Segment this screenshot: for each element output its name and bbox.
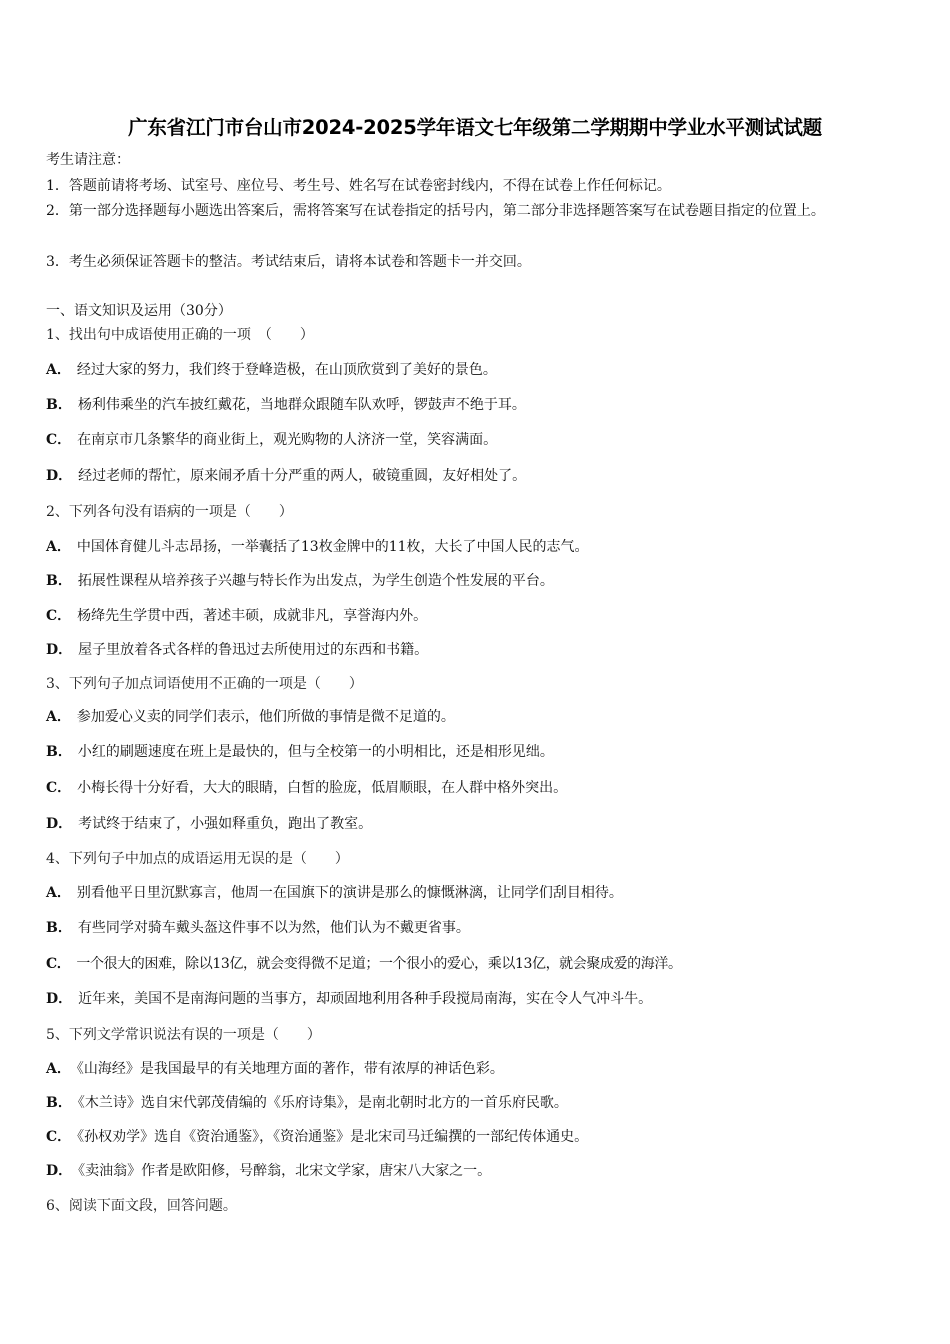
option-label: C．: [46, 956, 71, 972]
option-text: 一个很大的困难，除以13亿，就会变得微不足道；一个很小的爱心，乘以13亿，就会聚成爱的海洋。: [76, 956, 682, 972]
option-label: D．: [46, 816, 73, 832]
question-4-option-c[interactable]: [46, 954, 682, 974]
question-4-stem: 4、下列句子中加点的成语运用无误的是（ ）: [46, 851, 349, 867]
option-label: B．: [46, 573, 72, 589]
option-text: 屋子里放着各式各样的鲁迅过去所使用过的东西和书籍。: [78, 642, 429, 658]
option-label: C．: [46, 608, 72, 624]
option-text: 小红的刷题速度在班上是最快的，但与全校第一的小明相比，还是相形见绌。: [77, 744, 554, 760]
question-5-option-a[interactable]: [46, 1059, 504, 1079]
option-label: A．: [46, 709, 71, 725]
option-text: 《木兰诗》选自宋代郭茂倩编的《乐府诗集》，是南北朝时北方的一首乐府民歌。: [77, 1095, 568, 1111]
question-1-option-d[interactable]: [46, 466, 526, 486]
option-text: 有些同学对骑车戴头盔这件事不以为然，他们认为不戴更省事。: [77, 920, 470, 936]
option-label: A．: [46, 539, 71, 555]
question-1-option-b[interactable]: [46, 395, 526, 415]
question-3-stem: 3、下列句子加点词语使用不正确的一项是（ ）: [46, 676, 363, 692]
question-3-option-d[interactable]: [46, 814, 372, 834]
question-2-option-c[interactable]: [46, 606, 427, 626]
option-text: 《孙权劝学》选自《资治通鉴》，《资治通鉴》是北宋司马迁编撰的一部纪传体通史。: [77, 1129, 589, 1145]
notice-item-1: 1．答题前请将考场、试室号、座位号、考生号、姓名写在试卷密封线内，不得在试卷上作任何标记。: [46, 178, 671, 194]
option-label: D．: [46, 642, 73, 658]
option-text: 小梅长得十分好看，大大的眼睛，白皙的脸庞，低眉顺眼，在人群中格外突出。: [77, 780, 568, 796]
option-label: C．: [46, 432, 72, 448]
notice-item-2: 2．第一部分选择题每小题选出答案后，需将答案写在试卷指定的括号内，第二部分非选择题答案写在试卷题目指定的位置上。: [46, 203, 825, 219]
option-text: 《卖油翁》作者是欧阳修，号醉翁，北宋文学家，唐宋八大家之一。: [78, 1163, 492, 1179]
option-label: B．: [46, 397, 72, 413]
option-label: D．: [46, 1163, 73, 1179]
question-4-option-a[interactable]: [46, 883, 623, 903]
option-text: 近年来，美国不是南海问题的当事方，却顽固地利用各种手段搅局南海，实在令人气冲斗牛。: [78, 991, 653, 1007]
question-2-option-b[interactable]: [46, 571, 554, 591]
question-6-stem: 6、阅读下面文段，回答问题。: [46, 1198, 237, 1214]
option-text: 中国体育健儿斗志昂扬，一举囊括了13枚金牌中的11枚，大长了中国人民的志气。: [76, 539, 589, 555]
option-label: A．: [46, 885, 71, 901]
question-3-option-a[interactable]: [46, 707, 455, 727]
notice-item-3: 3．考生必须保证答题卡的整洁。考试结束后，请将本试卷和答题卡一并交回。: [46, 254, 531, 270]
question-3-option-b[interactable]: [46, 742, 554, 762]
question-2-stem: 2、下列各句没有语病的一项是（ ）: [46, 504, 293, 520]
option-label: D．: [46, 991, 73, 1007]
option-label: B．: [46, 920, 72, 936]
question-1-option-a[interactable]: [46, 360, 497, 380]
option-text: 《山海经》是我国最早的有关地理方面的著作，带有浓厚的神话色彩。: [76, 1061, 504, 1077]
question-2-option-a[interactable]: [46, 537, 589, 557]
question-5-stem: 5、下列文学常识说法有误的一项是（ ）: [46, 1027, 321, 1043]
question-4-option-b[interactable]: [46, 918, 470, 938]
option-label: B．: [46, 1095, 72, 1111]
question-5-option-b[interactable]: [46, 1093, 568, 1113]
option-text: 考试终于结束了，小强如释重负，跑出了教室。: [78, 816, 373, 832]
option-label: B．: [46, 744, 72, 760]
section-heading: 一、语文知识及运用（30分）: [46, 303, 232, 319]
notice-heading: 考生请注意：: [46, 152, 130, 168]
question-1-stem: 1、找出句中成语使用正确的一项 （ ）: [46, 327, 314, 343]
question-5-option-c[interactable]: [46, 1127, 588, 1147]
option-label: A．: [46, 362, 71, 378]
option-text: 经过大家的努力，我们终于登峰造极，在山顶欣赏到了美好的景色。: [76, 362, 497, 378]
question-1-option-c[interactable]: [46, 430, 497, 450]
option-label: C．: [46, 780, 72, 796]
question-3-option-c[interactable]: [46, 778, 567, 798]
option-text: 别看他平日里沉默寡言，他周一在国旗下的演讲是那么的慷慨淋漓，让同学们刮目相待。: [76, 885, 623, 901]
option-text: 经过老师的帮忙，原来闹矛盾十分严重的两人，破镜重圆，友好相处了。: [78, 468, 527, 484]
option-text: 杨利伟乘坐的汽车披红戴花，当地群众跟随车队欢呼，锣鼓声不绝于耳。: [77, 397, 526, 413]
option-text: 拓展性课程从培养孩子兴趣与特长作为出发点，为学生创造个性发展的平台。: [77, 573, 554, 589]
question-2-option-d[interactable]: [46, 640, 428, 660]
option-text: 在南京市几条繁华的商业街上，观光购物的人济济一堂，笑容满面。: [77, 432, 498, 448]
option-label: C．: [46, 1129, 72, 1145]
option-label: A．: [46, 1061, 71, 1077]
option-text: 参加爱心义卖的同学们表示，他们所做的事情是微不足道的。: [76, 709, 455, 725]
question-5-option-d[interactable]: [46, 1161, 491, 1181]
option-text: 杨绛先生学贯中西，著述丰硕，成就非凡，享誉海内外。: [77, 608, 428, 624]
question-4-option-d[interactable]: [46, 989, 652, 1009]
page-title: 广东省江门市台山市2024-2025学年语文七年级第二学期期中学业水平测试试题: [128, 116, 822, 139]
option-label: D．: [46, 468, 73, 484]
